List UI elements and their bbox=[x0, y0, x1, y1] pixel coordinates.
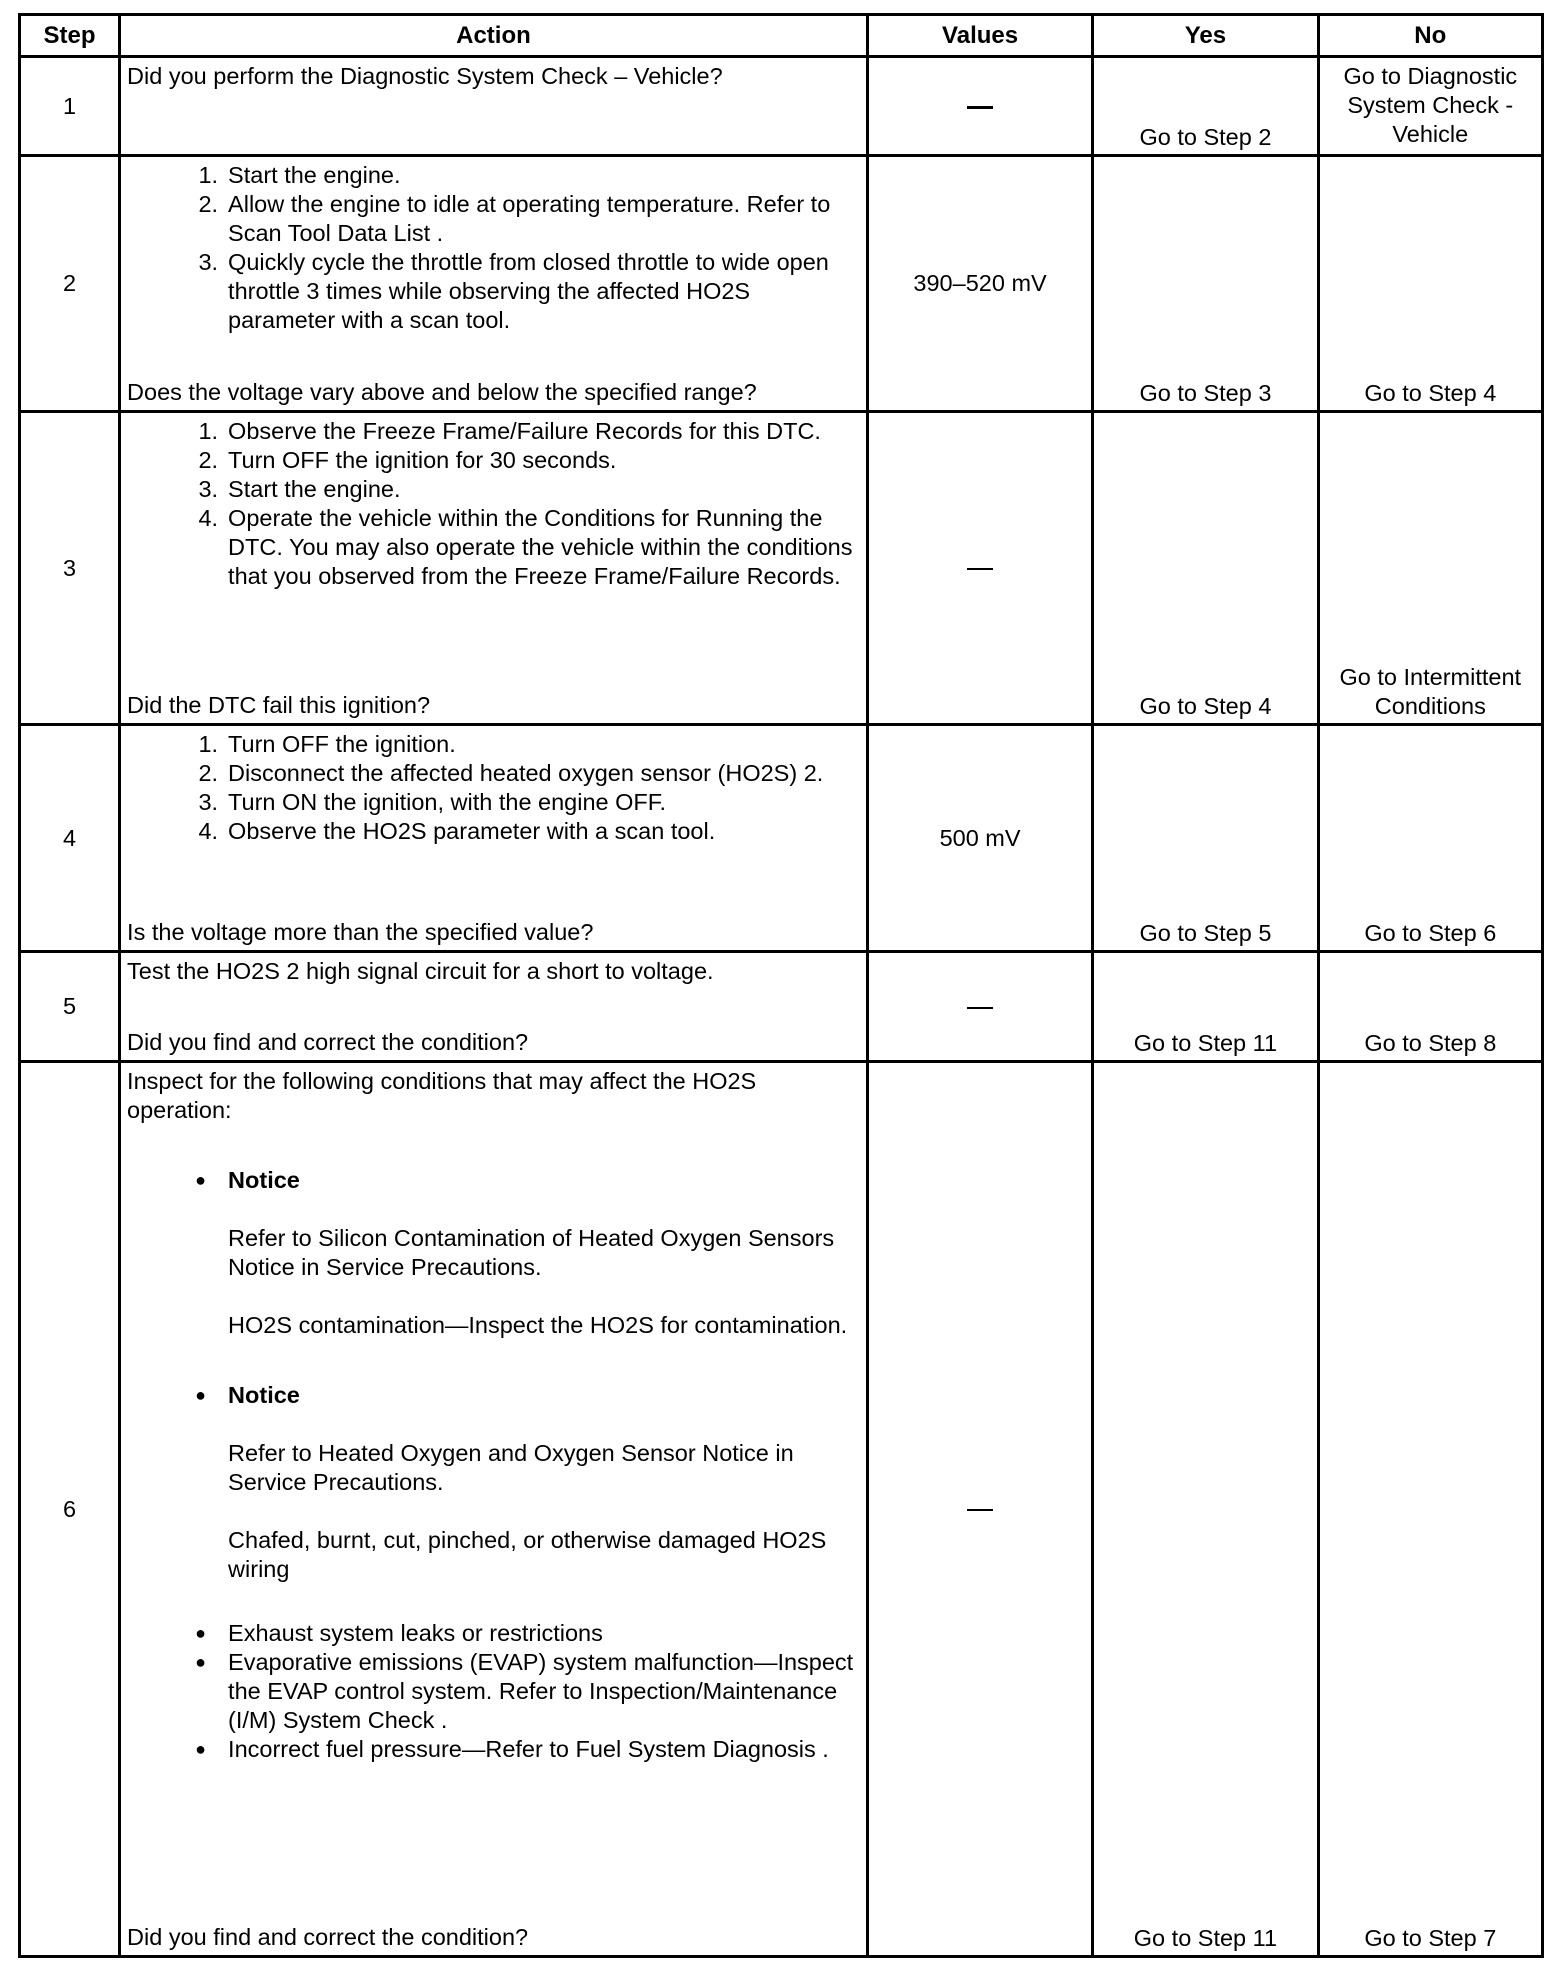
bullet-icon: ● bbox=[195, 1652, 207, 1672]
list-item: 1 . Observe the Freeze Frame/Failure Records for this DTC. bbox=[127, 417, 860, 446]
header-step: Step bbox=[20, 15, 120, 57]
no-cell bbox=[1318, 156, 1542, 412]
no-link[interactable]: Go to Step 4 bbox=[1364, 380, 1497, 406]
action-cell bbox=[120, 412, 868, 725]
no-cell bbox=[1318, 57, 1542, 156]
list-item: 4 . Operate the vehicle within the Conditions for Running the DTC. You may also operate the vehicle within the conditions that you observed from the Freeze Frame/Failure Records. bbox=[127, 504, 860, 591]
action-cell bbox=[120, 57, 868, 156]
step-number: 6 bbox=[20, 1062, 120, 1957]
value-cell: 390–520 mV bbox=[867, 156, 1092, 412]
header-no: No bbox=[1318, 15, 1542, 57]
yes-link[interactable]: Go to Step 2 bbox=[1139, 124, 1272, 150]
bullet-icon: ● bbox=[195, 1170, 207, 1190]
step-number: 3 bbox=[20, 412, 120, 725]
list-item bbox=[127, 1381, 860, 1584]
yes-cell bbox=[1093, 57, 1318, 156]
action-question: Did you perform the Diagnostic System Check – Vehicle? bbox=[127, 63, 723, 89]
no-link[interactable]: Go to Diagnostic System Check - Vehicle bbox=[1343, 62, 1518, 147]
action-question: Does the voltage vary above and below the specified range? bbox=[127, 379, 757, 405]
list-item: 4 . Observe the HO2S parameter with a scan tool. bbox=[127, 817, 860, 846]
yes-cell bbox=[1093, 952, 1318, 1062]
notice-item: Chafed, burnt, cut, pinched, or otherwise damaged HO2S wiring bbox=[228, 1527, 827, 1582]
list-item: 1 . Turn OFF the ignition. bbox=[127, 730, 860, 759]
yes-link[interactable]: Go to Step 11 bbox=[1133, 1030, 1278, 1056]
action-steps bbox=[127, 161, 860, 335]
list-item: 1 . Start the engine. bbox=[127, 161, 860, 190]
list-item: 3 . Start the engine. bbox=[127, 475, 860, 504]
notice-list bbox=[127, 1166, 860, 1584]
list-item: 2 . Disconnect the affected heated oxygen sensor (HO2S) 2. bbox=[127, 759, 860, 788]
no-link[interactable]: Go to Step 6 bbox=[1364, 920, 1497, 946]
no-cell bbox=[1318, 952, 1542, 1062]
step-number: 4 bbox=[20, 725, 120, 952]
yes-cell bbox=[1093, 156, 1318, 412]
condition-list bbox=[127, 1619, 860, 1764]
value-cell bbox=[867, 952, 1092, 1062]
no-link[interactable]: Go to Step 8 bbox=[1364, 1030, 1497, 1056]
bullet-icon: ● bbox=[195, 1739, 207, 1759]
action-steps bbox=[127, 730, 860, 846]
em-dash bbox=[967, 106, 993, 109]
notice-item: HO2S contamination—Inspect the HO2S for contamination. bbox=[228, 1312, 848, 1338]
diagnostic-table bbox=[18, 13, 1544, 1958]
list-item: 2 . Turn OFF the ignition for 30 seconds. bbox=[127, 446, 860, 475]
yes-cell bbox=[1093, 412, 1318, 725]
list-item: 3 . Quickly cycle the throttle from closed throttle to wide open throttle 3 times while observing the affected HO2S parameter with a scan tool. bbox=[127, 248, 860, 335]
action-question: Is the voltage more than the specified value? bbox=[127, 919, 594, 945]
notice-label: Notice bbox=[228, 1167, 300, 1193]
table-row bbox=[20, 156, 1543, 412]
notice-text: Refer to Silicon Contamination of Heated Oxygen Sensors Notice in Service Precautions. bbox=[228, 1225, 835, 1280]
value-cell bbox=[867, 57, 1092, 156]
value-cell: 500 mV bbox=[867, 725, 1092, 952]
header-values: Values bbox=[867, 15, 1092, 57]
action-question: Did you find and correct the condition? bbox=[127, 1029, 529, 1055]
no-cell bbox=[1318, 725, 1542, 952]
list-item bbox=[127, 1166, 860, 1340]
table-row bbox=[20, 57, 1543, 156]
no-cell bbox=[1318, 1062, 1542, 1957]
header-yes: Yes bbox=[1093, 15, 1318, 57]
action-cell bbox=[120, 952, 868, 1062]
yes-link[interactable]: Go to Step 3 bbox=[1139, 380, 1272, 406]
action-question: Did the DTC fail this ignition? bbox=[127, 692, 431, 718]
yes-link[interactable]: Go to Step 4 bbox=[1139, 693, 1272, 719]
table-row bbox=[20, 1062, 1543, 1957]
no-link[interactable]: Go to Intermittent Conditions bbox=[1339, 664, 1522, 719]
action-cell bbox=[120, 156, 868, 412]
table-row bbox=[20, 412, 1543, 725]
notice-text: Refer to Heated Oxygen and Oxygen Sensor Notice in Service Precautions. bbox=[228, 1440, 794, 1495]
step-number: 1 bbox=[20, 57, 120, 156]
yes-link[interactable]: Go to Step 11 bbox=[1133, 1925, 1278, 1951]
list-item: ● Incorrect fuel pressure—Refer to Fuel System Diagnosis . bbox=[127, 1735, 860, 1764]
action-cell bbox=[120, 725, 868, 952]
action-text: Inspect for the following conditions that may affect the HO2S operation: bbox=[127, 1068, 757, 1123]
table-row bbox=[20, 725, 1543, 952]
value-cell bbox=[867, 1062, 1092, 1957]
list-item: 2 . Allow the engine to idle at operating temperature. Refer to Scan Tool Data List . bbox=[127, 190, 860, 248]
no-link[interactable]: Go to Step 7 bbox=[1364, 1925, 1497, 1951]
step-number: 2 bbox=[20, 156, 120, 412]
list-item: ● Evaporative emissions (EVAP) system malfunction—Inspect the EVAP control system. Refer to Inspection/Maintenance (I/M) System Check . bbox=[127, 1648, 860, 1735]
table-row bbox=[20, 952, 1543, 1062]
action-steps bbox=[127, 417, 860, 591]
em-dash bbox=[967, 568, 993, 570]
em-dash bbox=[967, 1509, 993, 1511]
value-cell bbox=[867, 412, 1092, 725]
header-row bbox=[20, 15, 1543, 57]
no-cell bbox=[1318, 412, 1542, 725]
yes-cell bbox=[1093, 725, 1318, 952]
list-item: ● Exhaust system leaks or restrictions bbox=[127, 1619, 860, 1648]
action-question: Did you find and correct the condition? bbox=[127, 1924, 529, 1950]
header-action: Action bbox=[120, 15, 868, 57]
action-text: Test the HO2S 2 high signal circuit for a short to voltage. bbox=[127, 958, 714, 984]
yes-link[interactable]: Go to Step 5 bbox=[1139, 920, 1272, 946]
list-item: 3 . Turn ON the ignition, with the engine OFF. bbox=[127, 788, 860, 817]
bullet-icon: ● bbox=[195, 1623, 207, 1643]
yes-cell bbox=[1093, 1062, 1318, 1957]
notice-label: Notice bbox=[228, 1382, 300, 1408]
step-number: 5 bbox=[20, 952, 120, 1062]
bullet-icon: ● bbox=[195, 1385, 207, 1405]
em-dash bbox=[967, 1007, 993, 1009]
action-cell bbox=[120, 1062, 868, 1957]
